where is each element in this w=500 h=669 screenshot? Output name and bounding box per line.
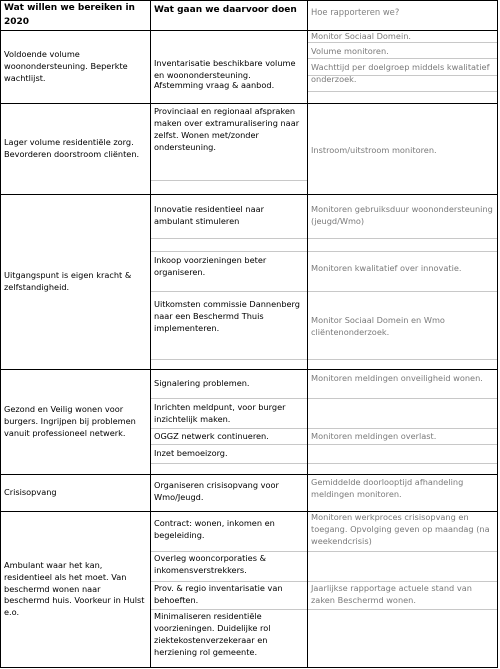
goal-cell [0,370,151,475]
reporting-text: Instroom/uitstroom monitoren. [311,145,437,155]
action-text: Inzet bemoeizorg. [154,448,228,458]
actions-cell [151,370,308,475]
goal-text: Gezond en Veilig wonen voor burgers. Ingrijpen bij problemen vanuit professioneel netwerk. [4,404,136,438]
table-row [0,512,500,668]
row-divider [151,551,307,552]
row-divider [308,58,497,59]
action-text: Prov. & regio inventarisatie van behoeften. [154,583,283,605]
goal-cell [0,512,151,668]
row-divider [151,359,307,360]
reporting-text: Monitor Sociaal Domein en Wmo cliëntenonderzoek. [311,315,445,337]
reporting-cell [308,31,498,104]
row-divider [308,551,497,552]
goal-cell [0,104,151,195]
row-divider [308,581,497,582]
reporting-text: Monitor Sociaal Domein. [311,31,412,41]
row-divider [151,463,307,464]
table-row [0,195,500,370]
row-divider [308,463,497,464]
row-divider [151,581,307,582]
action-text: Minimaliseren residentiële voorzieningen. Duidelijke rol ziektekostenverzekeraar en herziening rol gemeente. [154,611,271,657]
goal-cell [0,475,151,512]
goal-text: Ambulant waar het kan, residentieel als het moet. Van beschermd wonen naar beschermd huis. Voorkeur in Hulst e.o. [4,559,145,618]
reporting-text: Jaarlijkse rapportage actuele stand van zaken Beschermd wonen. [311,583,472,605]
row-divider [308,609,497,610]
row-divider [151,180,307,181]
actions-cell [151,195,308,370]
row-divider [308,291,497,292]
row-divider [151,238,307,239]
goal-text: Uitgangspunt is eigen kracht & zelfstandigheid. [4,270,132,292]
row-divider [308,444,497,445]
reporting-text: Wachttijd per doelgroep middels kwalitatief onderzoek. [311,62,490,84]
goal-cell [0,195,151,370]
header-reporting: Hoe rapporteren we? [308,0,498,31]
action-text: OGGZ netwerk continueren. [154,431,269,441]
row-divider [308,359,497,360]
reporting-text: Gemiddelde doorlooptijd afhandeling meldingen monitoren. [311,477,464,499]
reporting-cell [308,512,498,668]
reporting-cell [308,475,498,512]
action-text: Uitkomsten commissie Dannenberg naar een Beschermd Thuis implementeren. [154,299,300,333]
actions-cell [151,512,308,668]
row-divider [308,251,497,252]
row-divider [151,291,307,292]
row-divider [151,609,307,610]
actions-cell [151,104,308,195]
row-divider [308,428,497,429]
table-row [0,104,500,195]
goal-text: Lager volume residentiële zorg. Bevorderen doorstroom cliënten. [4,137,140,159]
action-text: Overleg wooncorporaties & inkomensverstrekkers. [154,553,266,575]
header-goals: Wat willen we bereiken in 2020 [0,0,151,31]
reporting-text: Monitoren gebruiksduur woonondersteuning (jeugd/Wmo) [311,204,493,226]
row-divider [151,251,307,252]
reporting-text: Monitoren kwalitatief over innovatie. [311,263,462,273]
reporting-cell [308,104,498,195]
action-text: Innovatie residentieel naar ambulant stimuleren [154,204,265,226]
action-text: Organiseren crisisopvang voor Wmo/Jeugd. [154,480,279,502]
reporting-text: Monitoren werkproces crisisopvang en toegang. Opvolging geven op maandag (na weekendcrisis) [311,512,490,546]
reporting-text: Volume monitoren. [311,46,389,56]
reporting-cell [308,370,498,475]
table-row [0,370,500,475]
action-text: Signalering problemen. [154,378,250,388]
table-row [0,31,500,104]
actions-cell [151,31,308,104]
reporting-text: Monitoren meldingen overlast. [311,431,437,441]
actions-cell [151,475,308,512]
action-text: Contract: wonen, inkomen en begeleiding. [154,518,275,540]
row-divider [151,428,307,429]
row-divider [308,91,497,92]
action-text: Inventarisatie beschikbare volume en woonondersteuning. [154,58,296,80]
action-text: Provinciaal en regionaal afspraken maken over extramuralisering naar zelfst. Wonen met/zonder ondersteuning. [154,106,300,152]
goal-cell [0,31,151,104]
action-text: Afstemming vraag & aanbod. [154,80,275,90]
row-divider [151,398,307,399]
goal-text: Crisisopvang [4,487,57,498]
row-divider [308,398,497,399]
goal-text: Voldoende volume woonondersteuning. Beperkte wachtlijst. [4,49,128,83]
reporting-text: Monitoren meldingen onveiligheid wonen. [311,373,483,383]
action-text: Inkoop voorzieningen beter organiseren. [154,255,267,277]
action-text: Inrichten meldpunt, voor burger inzichtelijk maken. [154,402,286,424]
header-actions: Wat gaan we daarvoor doen [151,0,308,31]
reporting-cell [308,195,498,370]
row-divider [151,444,307,445]
table-row [0,475,500,512]
row-divider [308,238,497,239]
